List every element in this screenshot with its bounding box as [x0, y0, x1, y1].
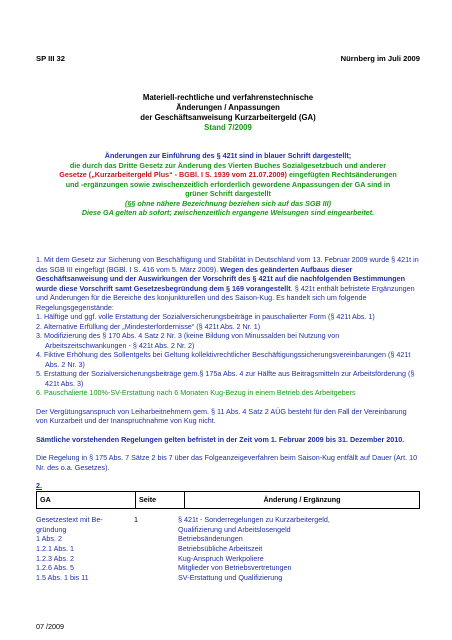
intro-line-4: und -ergänzungen sowie zwischenzeitlich erforderlich gewordene Anpassungen der GA sind in: [65, 179, 391, 189]
cell-ga: 1.5 Abs. 1 bis 11: [36, 572, 89, 582]
cell-ga: Gesetzestext mit Be-: [36, 515, 103, 524]
section-1-text-a: Mit dem Gesetz zur Sicherung von Beschäftigung und Stabilität in Deutschland vom 13. Februar 2009 wurde § 421t in das SGB III eingefügt (BGBl. I S. 416 vom 5. März 2009).: [36, 255, 419, 274]
cell-ga: 1.2.3 Abs. 2: [36, 553, 74, 563]
table-row: [36, 515, 420, 525]
title-line-2: Änderungen / Anpassungen: [176, 103, 280, 113]
cell-seite: [134, 573, 178, 583]
section-2-number: 2.: [36, 481, 42, 490]
page-footer-date: 07 /2009: [36, 622, 64, 631]
section-1: [36, 255, 420, 491]
list-item: 2. Alternative Erfüllung der „Mindesterfordernisse“ (§ 421t Abs. 2 Nr. 1): [36, 321, 261, 331]
regulation-list: [36, 312, 420, 398]
list-item: 3. Modifizierung des § 170 Abs. 4 Satz 2 Nr. 3 (keine Bildung von Minussalden bei Nutzung von Arbeitszeitschwankungen - § 421t Abs. 2 Nr. 2): [36, 331, 340, 350]
list-item: 6. Pauschalierte 100%-SV-Erstattung nach 6 Monaten Kug-Bezug in einem Betrieb des Arbeitgebers: [36, 388, 356, 397]
page-header: [36, 54, 420, 64]
header-place-date: Nürnberg im Juli 2009: [340, 54, 420, 63]
table-row: [36, 563, 420, 573]
column-header-ga: GA: [37, 492, 136, 509]
section-1-paragraph-2: Der Vergütungsanspruch von Leiharbeitnehmern gem. § 11 Abs. 4 Satz 2 AÜG besteht für den Fall der Vereinbarung von Kurzarbeit und der Inanspruchnahme von Kug nicht.: [36, 406, 407, 425]
cell-change: Betriebsänderungen: [178, 534, 243, 544]
cell-change: Kug-Anspruch Werkpoliere: [178, 553, 264, 563]
list-item: 1. Hälftige und ggf. volle Erstattung der Sozialversicherungsbeiträge in pauschalierter Form (§ 421t Abs. 1): [36, 312, 375, 321]
cell-change: SV-Erstattung und Qualifizierung: [178, 572, 283, 582]
section-1-paragraph-4: Die Regelung in § 175 Abs. 7 Sätze 2 bis 7 über das Folgeanzeigeverfahren beim Saison-Kug entfällt auf Dauer (Art. 10 Nr. des o.a. Gesetzes).: [36, 453, 418, 472]
intro-line-3: [36, 170, 420, 180]
cell-ga: 1.2.6 Abs. 5: [36, 563, 74, 573]
cell-seite: [134, 525, 178, 535]
table-row: [36, 544, 420, 554]
table-row: [36, 534, 420, 544]
section-1-number: 1.: [36, 255, 42, 264]
section-1-paragraph-3: Sämtliche vorstehenden Regelungen gelten befristet in der Zeit vom 1. Februar 2009 bis 31. Dezember 2010.: [36, 434, 405, 444]
cell-seite: [134, 534, 178, 544]
table-row: [36, 554, 420, 564]
changes-table-body: [36, 515, 420, 582]
title-status: Stand 7/2009: [204, 123, 252, 133]
cell-seite: [134, 544, 178, 554]
intro-line-2: die durch das Dritte Gesetz zur Änderung des Vierten Buches Sozialgesetzbuch und anderer: [69, 160, 387, 170]
section-1-text-b: Wegen des geänderten Aufbaus dieser Geschäftsanweisung und der Auswirkungen der Vorschrift des § 421t auf die nachfolgenden Bestimmungen wurde diese Vorschrift samt Gesetzesbegründung dem § 169 vorangestellt: [36, 264, 406, 293]
title-line-3: der Geschäftsanweisung Kurzarbeitergeld (GA): [140, 113, 316, 123]
cell-seite: [134, 554, 178, 564]
cell-change: § 421t - Sonderregelungen zu Kurzarbeitergeld,: [178, 515, 330, 524]
table-row: [36, 525, 420, 535]
list-item: 4. Fiktive Erhöhung des Sollentgelts bei Geltung kollektivrechtlicher Beschäftigungssicherungsvereinbarungen (§ 421t Abs. 2 Nr. 3): [36, 350, 411, 369]
list-item: 5. Erstattung der Sozialversicherungsbeiträge gem.§ 175a Abs. 4 zur Hälfte aus Beitragsmitteln zur Arbeitsförderung (§ 421t Abs. 3): [36, 369, 415, 388]
title-line-1: Materiell-rechtliche und verfahrenstechnische: [142, 93, 314, 102]
intro-line-6-text: (§§ ohne nähere Bezeichnung beziehen sich auf das SGB III): [124, 198, 332, 208]
intro-line-5: grüner Schrift dargestellt: [185, 189, 271, 198]
changes-table-header: [36, 491, 420, 509]
cell-ga: 1.2.1 Abs. 1: [36, 543, 74, 553]
document-title: [36, 93, 420, 134]
intro-notes: [36, 151, 420, 218]
intro-line-3a: Gesetze („Kurzarbeitergeld Plus“ - BGBl. I S. 1939 vom 21.07.2009): [59, 170, 289, 179]
column-header-seite: Seite: [136, 492, 185, 509]
table-row: [36, 573, 420, 583]
section-1-paragraph-1: [36, 255, 420, 312]
intro-line-7: [36, 208, 420, 218]
intro-line-3b: eingefügten Rechtsänderungen: [288, 170, 397, 179]
cell-change: Qualifizierung und Arbeitslosengeld: [178, 524, 291, 534]
cell-seite: 1: [134, 515, 138, 524]
cell-change: Mitglieder von Betriebsvertretungen: [178, 563, 292, 573]
header-reference: SP III 32: [36, 54, 65, 63]
cell-ga: gründung: [36, 524, 67, 534]
cell-ga: 1 Abs. 2: [36, 534, 62, 544]
section-1-text-c: . § 421t enthält befristete Ergänzungen und Änderungen für die Bereiche des konjunkturellen und des Saison-Kug. Es handelt sich um folgende Regelungsgegenstände:: [36, 283, 415, 312]
intro-line-6: [36, 199, 420, 209]
column-header-aenderung: Änderung / Ergänzung: [185, 492, 420, 509]
cell-change: Betriebsübliche Arbeitszeit: [178, 543, 263, 553]
cell-seite: [134, 563, 178, 573]
intro-line-1: Änderungen zur Einführung des § 421t sind in blauer Schrift dargestellt;: [104, 151, 352, 160]
intro-line-7-text: Diese GA gelten ab sofort; zwischenzeitlich ergangene Weisungen sind eingearbeitet.: [81, 208, 375, 217]
